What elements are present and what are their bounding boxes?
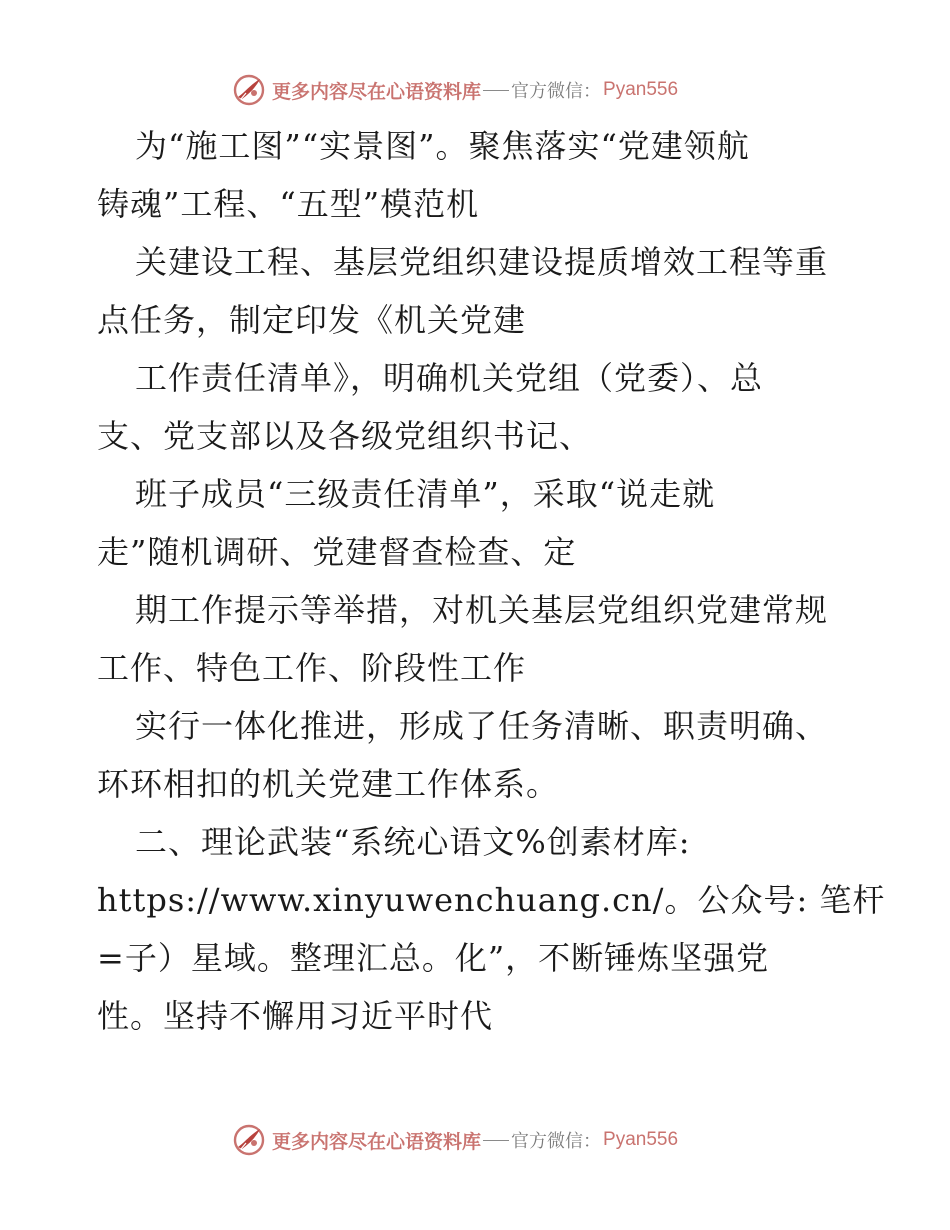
text-line: =子）星域。整理汇总。化”，不断锤炼坚强党	[97, 939, 770, 977]
watermark-dash	[483, 90, 509, 91]
text-line: 为“施工图”“实景图”。聚焦落实“党建领航	[135, 127, 750, 165]
text-line: 期工作提示等举措，对机关基层党组织党建常规	[135, 591, 829, 629]
watermark-title: 更多内容尽在心语资料库	[272, 1130, 482, 1153]
text-line: 环环相扣的机关党建工作体系。	[97, 765, 560, 803]
text-line: 关建设工程、基层党组织建设提质增效工程等重	[135, 243, 829, 281]
text-line: 实行一体化推进，形成了任务清晰、职责明确、	[135, 707, 829, 745]
text-line: 支、党支部以及各级党组织书记、	[97, 417, 593, 455]
text-line: 走”随机调研、党建督查检查、定	[97, 533, 577, 571]
text-line: 工作、特色工作、阶段性工作	[97, 649, 527, 687]
text-line: https://www.xinyuwenchuang.cn/。公众号: 笔杆	[97, 881, 886, 919]
header-watermark	[232, 70, 722, 110]
text-line: 二、理论武装“系统心语文%创素材库:	[135, 823, 691, 861]
watermark-dash	[483, 1140, 509, 1141]
text-line: 铸魂”工程、“五型”模范机	[97, 185, 480, 223]
watermark-wechat-id: Pyan556	[603, 1129, 679, 1150]
text-line: 班子成员“三级责任清单”，采取“说走就	[135, 475, 716, 513]
text-line: 点任务，制定印发《机关党建	[97, 301, 527, 339]
quill-logo-icon	[232, 1123, 266, 1157]
watermark-wechat-id: Pyan556	[603, 79, 679, 100]
text-line: 工作责任清单》，明确机关党组（党委）、总	[135, 359, 764, 397]
watermark-wechat-label: 官方微信：	[511, 1131, 602, 1152]
watermark-title: 更多内容尽在心语资料库	[272, 80, 482, 103]
footer-watermark	[232, 1120, 722, 1160]
text-line: 性。坚持不懈用习近平时代	[97, 997, 494, 1035]
body-text	[97, 117, 886, 1045]
watermark-wechat-label: 官方微信：	[511, 81, 602, 102]
quill-logo-icon	[232, 73, 266, 107]
